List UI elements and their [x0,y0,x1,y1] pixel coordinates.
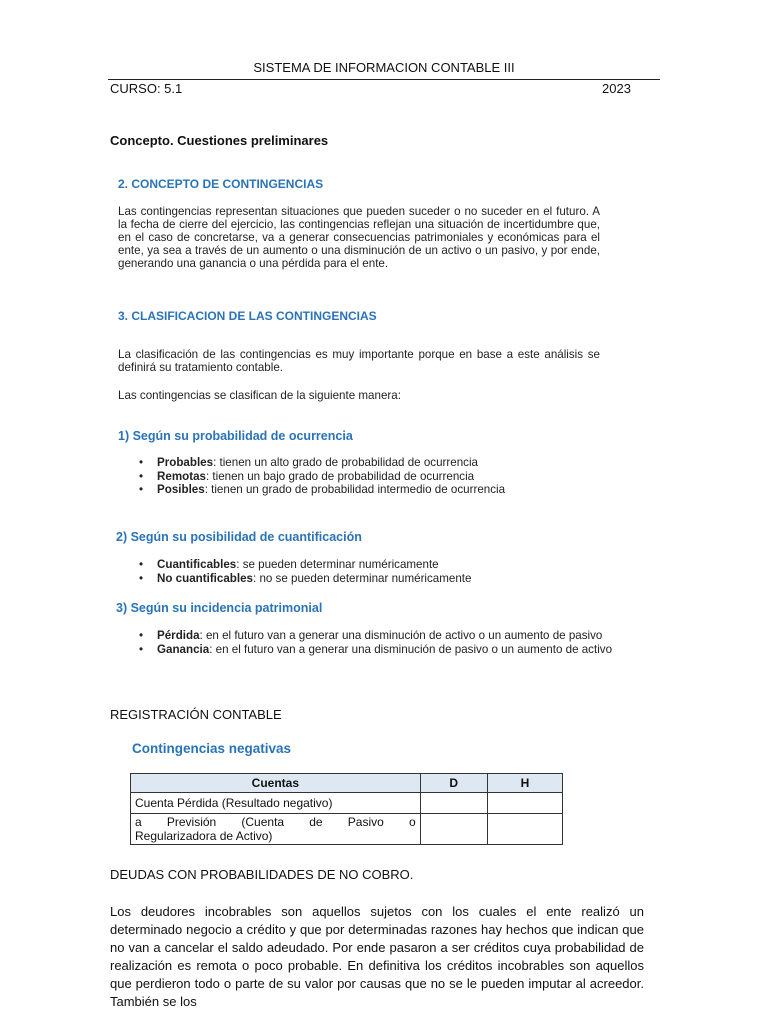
list-item: • Remotas: tienen un bajo grado de probabilidad de ocurrencia [135,470,575,484]
list-item: • No cuantificables: no se pueden determinar numéricamente [135,572,575,586]
heading-probabilidad: 1) Según su probabilidad de ocurrencia [118,429,353,443]
deudas-heading: DEUDAS CON PROBABILIDADES DE NO COBRO. [110,867,414,882]
heading-clasificacion: 3. CLASIFICACION DE LAS CONTINGENCIAS [118,309,377,323]
list-item: • Posibles: tienen un grado de probabilidad intermedio de ocurrencia [135,483,575,497]
document-header-title: SISTEMA DE INFORMACION CONTABLE III [253,60,515,75]
heading-incidencia: 3) Según su incidencia patrimonial [116,601,323,615]
table-cell [487,814,562,845]
table-cell: a Previsión (Cuenta de Pasivo o Regularizadora de Activo) [131,814,421,845]
list-item: • Probables: tienen un alto grado de probabilidad de ocurrencia [135,456,575,470]
paragraph-concepto: Las contingencias representan situaciones que pueden suceder o no suceder en el futuro. A la fecha de cierre del ejercicio, las contingencias reflejan una situación de incertidumbre que, en el caso de concretarse, va a generar consecuencias patrimoniales y económicas para el ente, ya sea a través de un aumento o una disminución de un activo o un pasivo, y por ende, generando una ganancia o una pérdida para el ente. [118,205,600,270]
paragraph-clasifican: Las contingencias se clasifican de la siguiente manera: [118,389,401,402]
heading-cuantificacion: 2) Según su posibilidad de cuantificación [116,530,362,544]
table-cell: Cuenta Pérdida (Resultado negativo) [131,793,421,814]
list-item: • Pérdida: en el futuro van a generar una disminución de activo o un aumento de pasivo [135,629,625,643]
deudas-paragraph: Los deudores incobrables son aquellos sujetos con los cuales el ente realizó un determinado negocio a crédito y que por determinadas razones hay hechos que indican que no van a cancelar el saldo adeudado. Por ende pasaron a ser créditos cuya probabilidad de realización es remota o poco probable. En definitiva los créditos incobrables son aquellos que perdieron todo o parte de su valor por causas que no se le pueden imputar al acreedor. También se los [110,904,644,1009]
heading-concepto-contingencias: 2. CONCEPTO DE CONTINGENCIAS [118,177,324,191]
table-cell [487,793,562,814]
column-header-cuentas: Cuentas [131,774,421,793]
table-cell [420,814,487,845]
column-header-debe: D [420,774,487,793]
table-row [131,793,563,814]
list-item: • Ganancia: en el futuro van a generar una disminución de pasivo o un aumento de activo [135,643,625,657]
course-label: CURSO: 5.1 [110,81,183,96]
registracion-heading: REGISTRACIÓN CONTABLE [110,707,282,722]
list-incidencia [135,629,625,656]
list-probabilidad [135,456,575,497]
contingencias-negativas-title: Contingencias negativas [132,741,292,756]
header-rule [108,79,660,80]
accounts-table [130,773,563,845]
table-row [131,814,563,845]
year-label: 2023 [602,81,631,96]
table-cell [420,793,487,814]
section-title: Concepto. Cuestiones preliminares [110,133,329,148]
list-cuantificacion [135,558,575,585]
list-item: • Cuantificables: se pueden determinar numéricamente [135,558,575,572]
paragraph-clasificacion: La clasificación de las contingencias es muy importante porque en base a este análisis se definirá su tratamiento contable. [118,348,600,374]
table-header-row [131,774,563,793]
column-header-haber: H [487,774,562,793]
